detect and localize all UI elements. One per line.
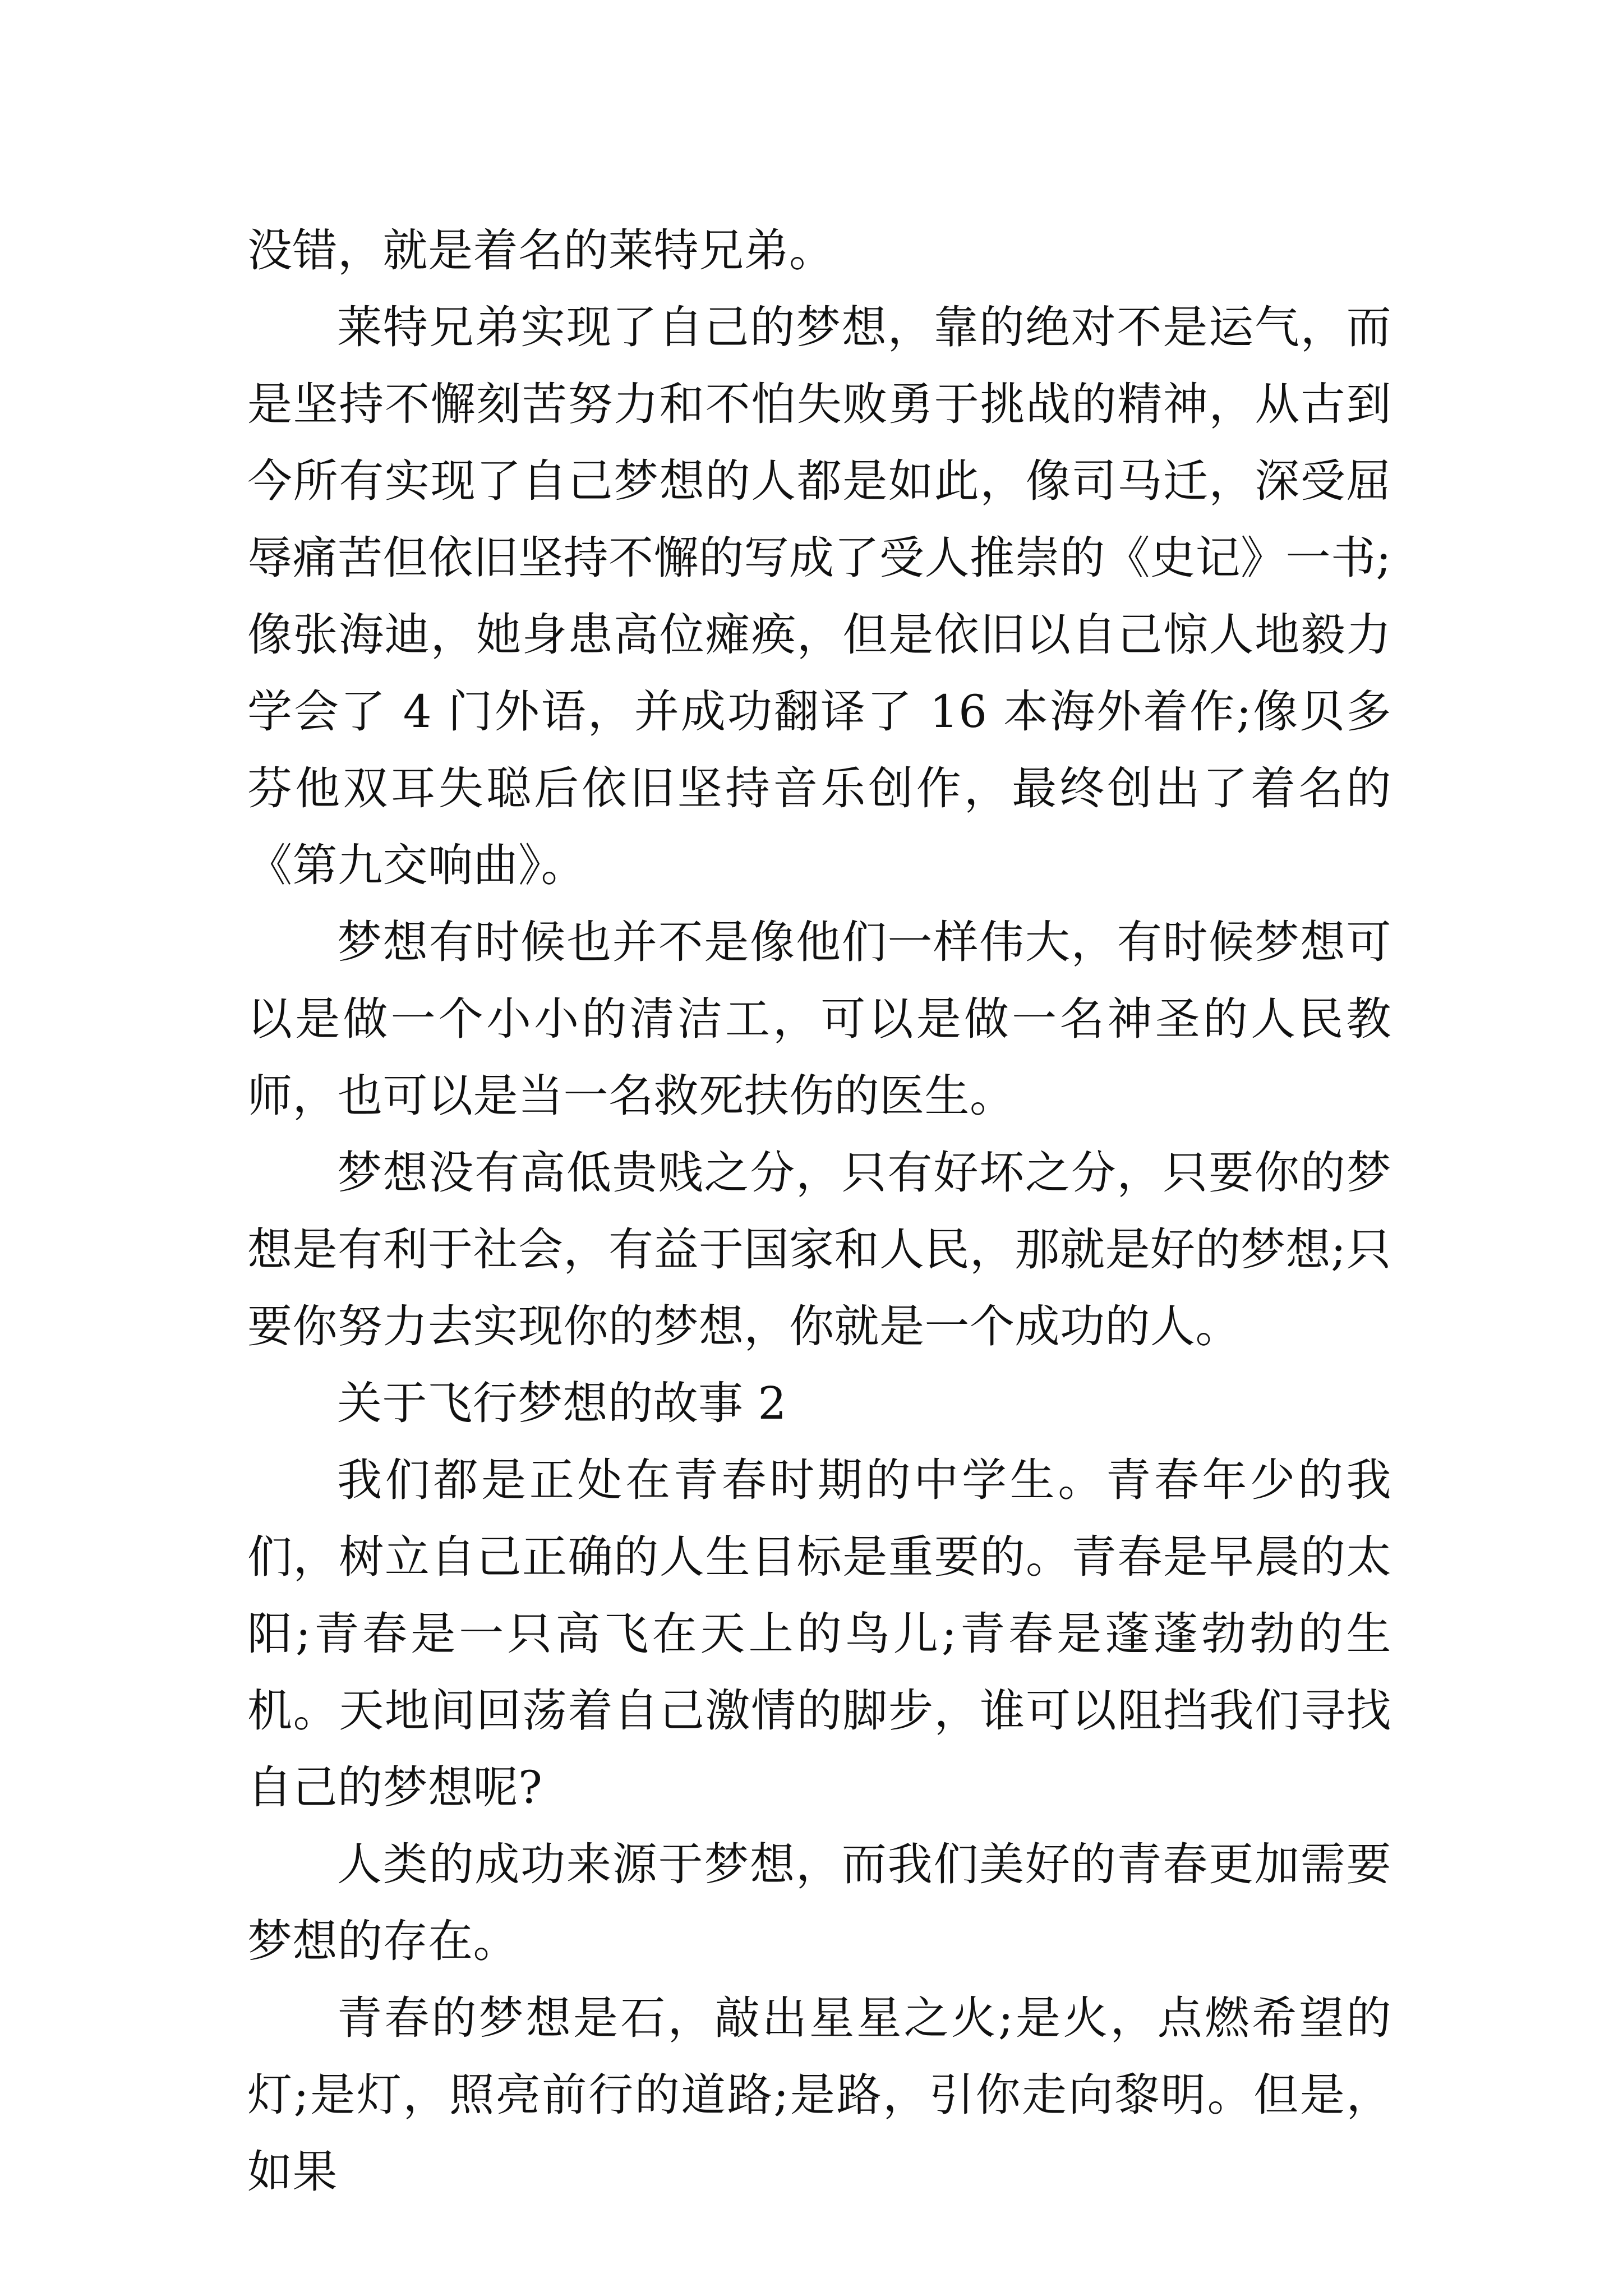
paragraph-dream-examples: 梦想有时候也并不是像他们一样伟大，有时候梦想可以是做一个小小的清洁工，可以是做一名神圣的人民教师，也可以是当一名救死扶伤的医生。 [247, 916, 1391, 1122]
paragraph-dream-value: 梦想没有高低贵贱之分，只有好坏之分，只要你的梦想是有利于社会，有益于国家和人民，那就是好的梦想;只要你努力去实现你的梦想，你就是一个成功的人。 [247, 1147, 1391, 1352]
paragraph-wright-brothers: 莱特兄弟实现了自己的梦想，靠的绝对不是运气，而是坚持不懈刻苦努力和不怕失败勇于挑战的精神，从古到今所有实现了自己梦想的人都是如此，像司马迁，深受屈辱痛苦但依旧坚持不懈的写成了受人推崇的《史记》一书;像张海迪，她身患高位瘫痪，但是依旧以自己惊人地毅力学会了 4 门外语，并成功翻译了 16 本海外着作;像贝多芬他双耳失聪后依旧坚持音乐创作，最终创出了着名的《第九交响曲》。 [247, 301, 1391, 891]
paragraph-youth: 我们都是正处在青春时期的中学生。青春年少的我们，树立自己正确的人生目标是重要的。青春是早晨的太阳;青春是一只高飞在天上的鸟儿;青春是蓬蓬勃勃的生机。天地间回荡着自己激情的脚步，谁可以阻挡我们寻找自己的梦想呢? [247, 1454, 1391, 1814]
paragraph-continuation: 没错，就是着名的莱特兄弟。 [247, 224, 834, 277]
paragraph-success-source: 人类的成功来源于梦想，而我们美好的青春更加需要梦想的存在。 [247, 1838, 1391, 1967]
section-heading: 关于飞行梦想的故事 2 [337, 1377, 787, 1429]
document-body [247, 212, 1391, 2210]
paragraph-youth-dream: 青春的梦想是石，敲出星星之火;是火，点燃希望的灯;是灯，照亮前行的道路;是路，引你走向黎明。但是，如果 [247, 1992, 1391, 2198]
